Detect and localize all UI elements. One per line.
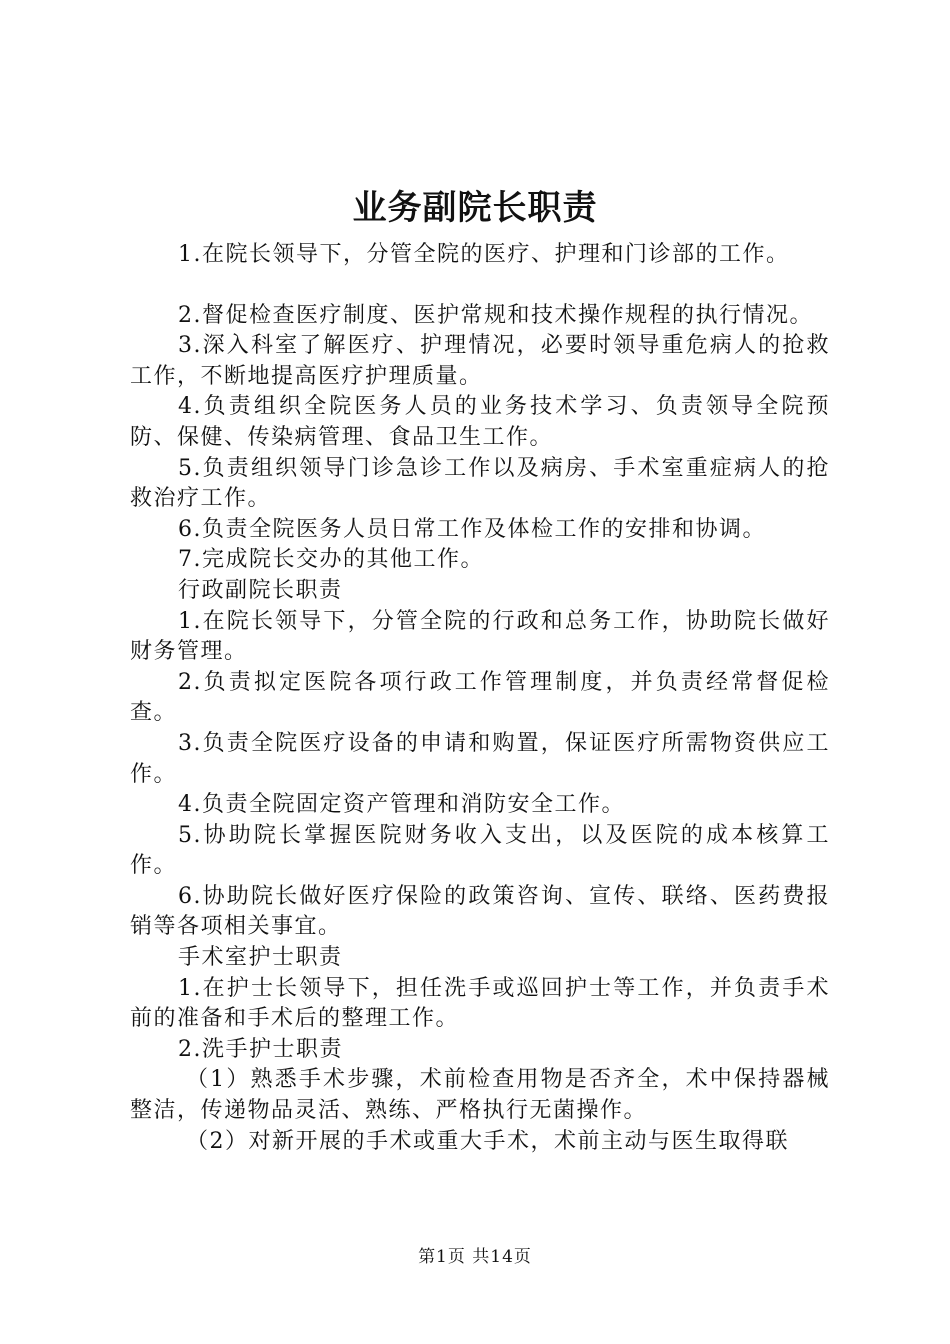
paragraph: 4.负责全院固定资产管理和消防安全工作。 — [178, 792, 625, 818]
page-title: 业务副院长职责 — [352, 188, 598, 228]
paragraph: 2.负责拟定医院各项行政工作管理制度，并负责经常督促检查。 — [130, 669, 830, 726]
section-heading: 手术室护士职责 — [178, 945, 343, 971]
paragraph: 2.洗手护士职责 — [178, 1036, 343, 1062]
paragraph: 4.负责组织全院医务人员的业务技术学习、负责领导全院预防、保健、传染病管理、食品卫生工作。 — [130, 394, 830, 450]
section-heading: 行政副院长职责 — [178, 577, 343, 603]
paragraph: 1.在院长领导下，分管全院的医疗、护理和门诊部的工作。 — [178, 242, 790, 267]
page-footer: 第1页 共14页 — [418, 1247, 532, 1267]
paragraph: 2.督促检查医疗制度、医护常规和技术操作规程的执行情况。 — [178, 302, 813, 328]
paragraph-gap — [130, 271, 830, 301]
paragraph: 1.在护士长领导下，担任洗手或巡回护士等工作，并负责手术前的准备和手术后的整理工作。 — [130, 975, 830, 1032]
paragraph: 5.负责组织领导门诊急诊工作以及病房、手术室重症病人的抢救治疗工作。 — [130, 455, 830, 512]
paragraph: 3.负责全院医疗设备的申请和购置，保证医疗所需物资供应工作。 — [130, 730, 830, 787]
paragraph: （1）熟悉手术步骤，术前检查用物是否齐全，术中保持器械整洁，传递物品灵活、熟练、严格执行无菌操作。 — [130, 1067, 830, 1124]
paragraph: 6.负责全院医务人员日常工作及体检工作的安排和协调。 — [178, 516, 766, 542]
paragraph: 6.协助院长做好医疗保险的政策咨询、宣传、联络、医药费报销等各项相关事宜。 — [130, 883, 830, 940]
paragraph: （2）对新开展的手术或重大手术，术前主动与医生取得联 — [186, 1128, 789, 1154]
paragraph: 1.在院长领导下，分管全院的行政和总务工作，协助院长做好财务管理。 — [130, 608, 830, 665]
paragraph: 5.协助院长掌握医院财务收入支出，以及医院的成本核算工作。 — [130, 822, 830, 879]
document-body — [130, 240, 830, 1157]
paragraph: 7.完成院长交办的其他工作。 — [178, 547, 484, 573]
paragraph: 3.深入科室了解医疗、护理情况，必要时领导重危病人的抢救工作，不断地提高医疗护理质量。 — [130, 333, 830, 389]
